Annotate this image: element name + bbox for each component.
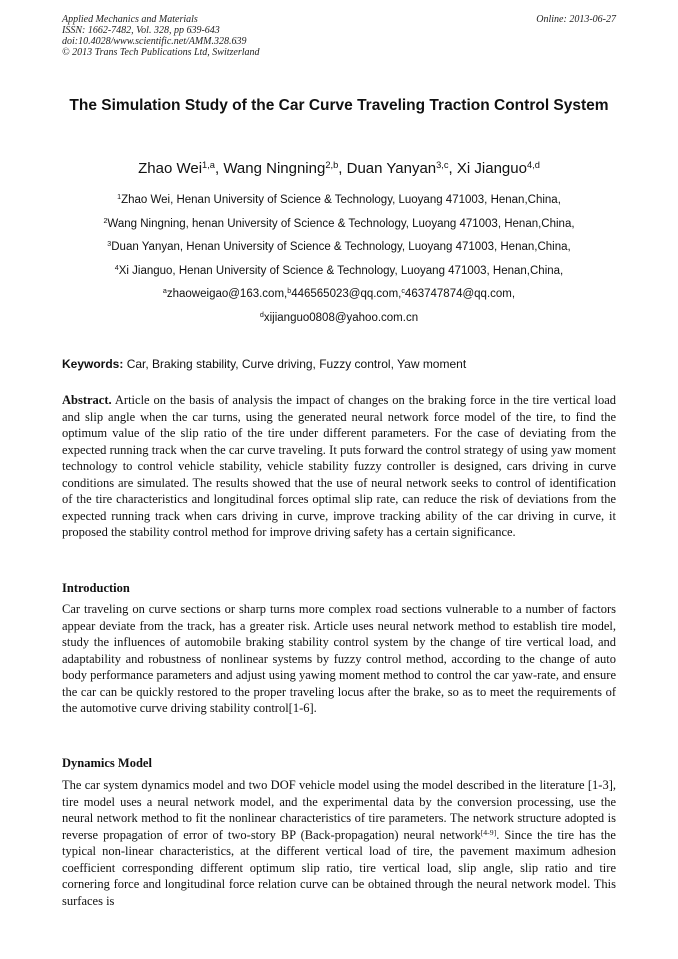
affiliation-sup: 2 (103, 216, 108, 225)
introduction-paragraph: Car traveling on curve sections or sharp turns more complex road sections vulnerable to a number of factors appear deviate from the track, has a greater risk. Article uses neural network method to establish tire model, study the influences of automobile braking stability control system by the change of tire vertical load, and adaptability and robustness of nonlinear systems by fuzzy control method, according to the change of auto body performance parameters and adjust using yawing moment method to control the car yaw-rate, and ensure the car can be quickly restored to the proper traveling locus after the brake, so as to meet the requirements of the automotive curve driving stability control[1-6]. (62, 602, 616, 715)
affiliations (40, 189, 638, 330)
keywords-text: Car, Braking stability, Curve driving, Fuzzy control, Yaw moment (126, 357, 467, 371)
email-text: zhaoweigao@163.com, (166, 288, 288, 300)
affiliation-text: Zhao Wei, Henan University of Science & Technology, Luoyang 471003, Henan,China, (121, 194, 561, 206)
email-text: xijianguo0808@yahoo.com.cn (263, 311, 419, 324)
affiliation-text: Wang Ningning, henan University of Science & Technology, Luoyang 471003, Henan,China, (107, 217, 575, 230)
keywords-label: Keywords: (62, 357, 124, 371)
author-list: Zhao Wei$^{1,a}$, Wang Ningning$^{2,b}$, Duan Yanyan$^{3,c}$, Xi Jianguo$^{4,d}$ (138, 159, 540, 177)
dynamics-text: The car system dynamics model and two DOF vehicle model using the model described in the literature [1-3], tire model uses a neural network model, and the experimental data by the conversion processing, use the neural network method to fit the nonlinear characteristics of tire parameters. The network structure adopted is reverse propagation of error of two-story BP (Back-propagation) neural network (62, 778, 616, 842)
abstract-label: Abstract. (62, 393, 112, 407)
doi-line: doi:10.4028/www.scientific.net/AMM.328.639 (62, 36, 247, 47)
affiliation-sup: 3 (107, 240, 112, 249)
email-sup: c (401, 287, 405, 296)
email-sup: b (287, 287, 292, 296)
affiliation-line (40, 260, 638, 284)
author-name: Zhao Wei (138, 160, 203, 177)
affiliation-sup: 4 (114, 263, 119, 272)
issn-line: ISSN: 1662-7482, Vol. 328, pp 639-643 (62, 25, 220, 36)
keywords (62, 356, 616, 372)
author-sup: 3,c (436, 159, 449, 170)
online-date: Online: 2013-06-27 (536, 14, 616, 25)
introduction-heading: Introduction (62, 581, 130, 595)
author-sup: 4,d (526, 159, 540, 170)
dynamics-text-continued: . Since the tire has the typical non-linear characteristics, at the different vertical load of tire, the pavement maximum adhesion coefficient corresponding different optimum slip ratio, tire vertical load, slip angle, slip ratio and tire cornering force and longitudinal force relation curve can be obtained through the neural network model. This surfaces is (62, 827, 616, 908)
journal-header (62, 14, 260, 58)
abstract (62, 392, 616, 541)
dynamics-heading: Dynamics Model (62, 756, 152, 770)
email-text: 446565023@qq.com, (291, 288, 402, 300)
email-line (40, 283, 638, 307)
dynamics-paragraph (62, 777, 616, 909)
email-text: 463747874@qq.com, (404, 288, 516, 300)
affiliation-text: Duan Yanyan, Henan University of Science & Technology, Luoyang 471003, Henan,China, (111, 241, 571, 253)
affiliation-sup: 1 (117, 193, 122, 202)
email-sup: d (259, 310, 264, 319)
affiliation-line (40, 236, 638, 260)
email-line (40, 307, 638, 331)
journal-name: Applied Mechanics and Materials (62, 14, 198, 25)
copyright-line: © 2013 Trans Tech Publications Ltd, Switzerland (62, 47, 260, 58)
affiliation-text: Xi Jianguo, Henan University of Science & Technology, Luoyang 471003, Henan,China, (118, 264, 564, 277)
email-sup: a (162, 287, 167, 296)
author-sup: 2,b (325, 159, 339, 170)
affiliation-line (40, 189, 638, 213)
author-name: Wang Ningning (223, 160, 326, 177)
citation-sup: [4-9] (480, 827, 497, 837)
author-name: Duan Yanyan (346, 160, 437, 177)
affiliation-line (40, 213, 638, 237)
paper-title: The Simulation Study of the Car Curve Traveling Traction Control System (69, 97, 609, 114)
author-name: Xi Jianguo (456, 160, 527, 177)
author-sup: 1,a (202, 159, 215, 170)
abstract-text: Article on the basis of analysis the impact of changes on the braking force in the tire vertical load and slip angle when the car turns, using the generated neural network force model of the tire, to find the optimum value of the slip ratio of the tire under different parameters. For the case of deviating from the expected running track when the car curve traveling. It puts forward the control strategy of using yaw moment technology to control vehicle stability, vehicle stability fuzzy controller is designed, cars driving in curve conditions are simulated. The results showed that the use of neural network seeks to control of identification of the tire characteristics and longitudinal forces optimal slip rate, can reduce the risk of deviations from the expected running track when cars driving in curve, improve tracking ability of the car driving in curve, it proposed the stability control method for improve driving safety has a certain significance. (62, 393, 617, 539)
